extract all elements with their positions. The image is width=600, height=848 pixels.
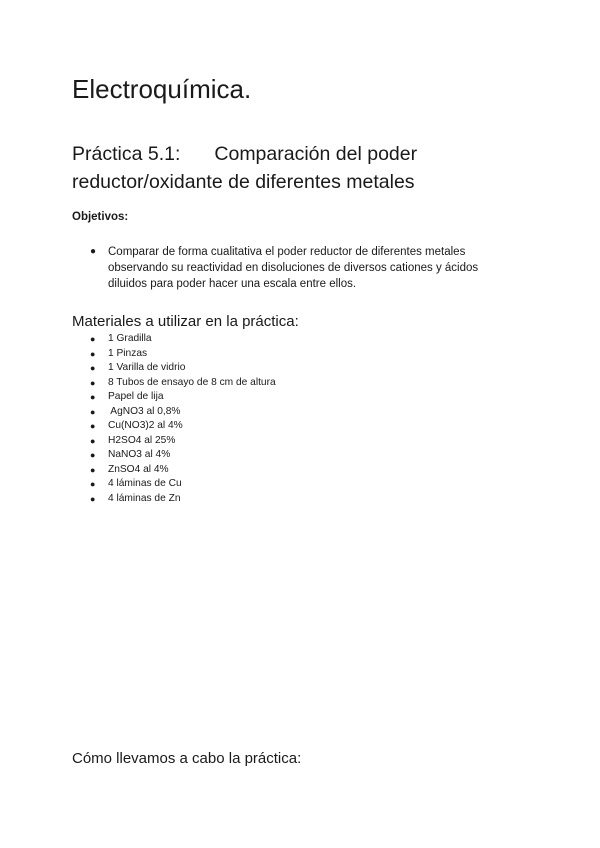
objective-text: Comparar de forma cualitativa el poder reductor de diferentes metales observando su reactividad en disoluciones de diversos cationes y ácidos diluidos para poder hacer una escala entre ellos. [108, 246, 479, 290]
bullet-dot-icon: ● [90, 348, 96, 359]
material-text: 4 láminas de Cu [108, 478, 182, 489]
material-text: Cu(NO3)2 al 4% [108, 420, 183, 431]
material-item [90, 347, 276, 362]
materials-label: Materiales a utilizar en la práctica: [72, 313, 299, 330]
bullet-dot-icon: ● [90, 363, 96, 373]
bullet-dot-icon: ● [90, 464, 96, 475]
material-text: H2SO4 al 25% [108, 434, 176, 446]
practice-number: Práctica 5.1: [72, 143, 181, 165]
bullet-dot-icon: ● [90, 435, 96, 446]
objectives-label: Objetivos: [72, 211, 129, 223]
material-text: 1 Pinzas [108, 347, 148, 359]
material-text: 4 láminas de Zn [108, 492, 181, 504]
bullet-dot-icon: ● [90, 392, 96, 402]
procedure-label: Cómo llevamos a cabo la práctica: [72, 750, 302, 767]
materials-list [90, 332, 276, 506]
material-item [90, 405, 276, 420]
material-text: ZnSO4 al 4% [108, 463, 169, 475]
bullet-dot-icon: ● [90, 406, 96, 417]
practice-title-part1: Comparación del poder [214, 143, 418, 165]
bullet-dot-icon: ● [90, 450, 96, 460]
bullet-dot-icon: ● [90, 493, 96, 504]
material-text: AgNO3 al 0,8% [108, 405, 181, 417]
material-item [90, 448, 276, 463]
material-item [90, 434, 276, 449]
material-item [90, 390, 276, 405]
material-text: 1 Varilla de vidrio [108, 362, 186, 373]
material-item [90, 477, 276, 492]
material-text: Papel de lija [108, 391, 164, 402]
practice-heading [72, 140, 417, 196]
material-item [90, 376, 276, 391]
material-item [90, 419, 276, 434]
bullet-dot-icon: ● [90, 479, 96, 489]
material-text: 1 Gradilla [108, 333, 152, 344]
material-text: NaNO3 al 4% [108, 449, 171, 460]
material-item [90, 361, 276, 376]
practice-title-part2: reductor/oxidante de diferentes metales [72, 171, 415, 193]
document-title: Electroquímica. [72, 74, 252, 104]
material-item [90, 332, 276, 347]
bullet-dot-icon: ● [90, 246, 97, 257]
bullet-dot-icon: ● [90, 377, 96, 388]
material-text: 8 Tubos de ensayo de 8 cm de altura [108, 376, 276, 388]
bullet-dot-icon: ● [90, 334, 96, 344]
objectives-list [90, 244, 510, 292]
bullet-dot-icon: ● [90, 421, 96, 431]
material-item [90, 463, 276, 478]
objective-item [90, 244, 510, 292]
material-item [90, 492, 276, 507]
